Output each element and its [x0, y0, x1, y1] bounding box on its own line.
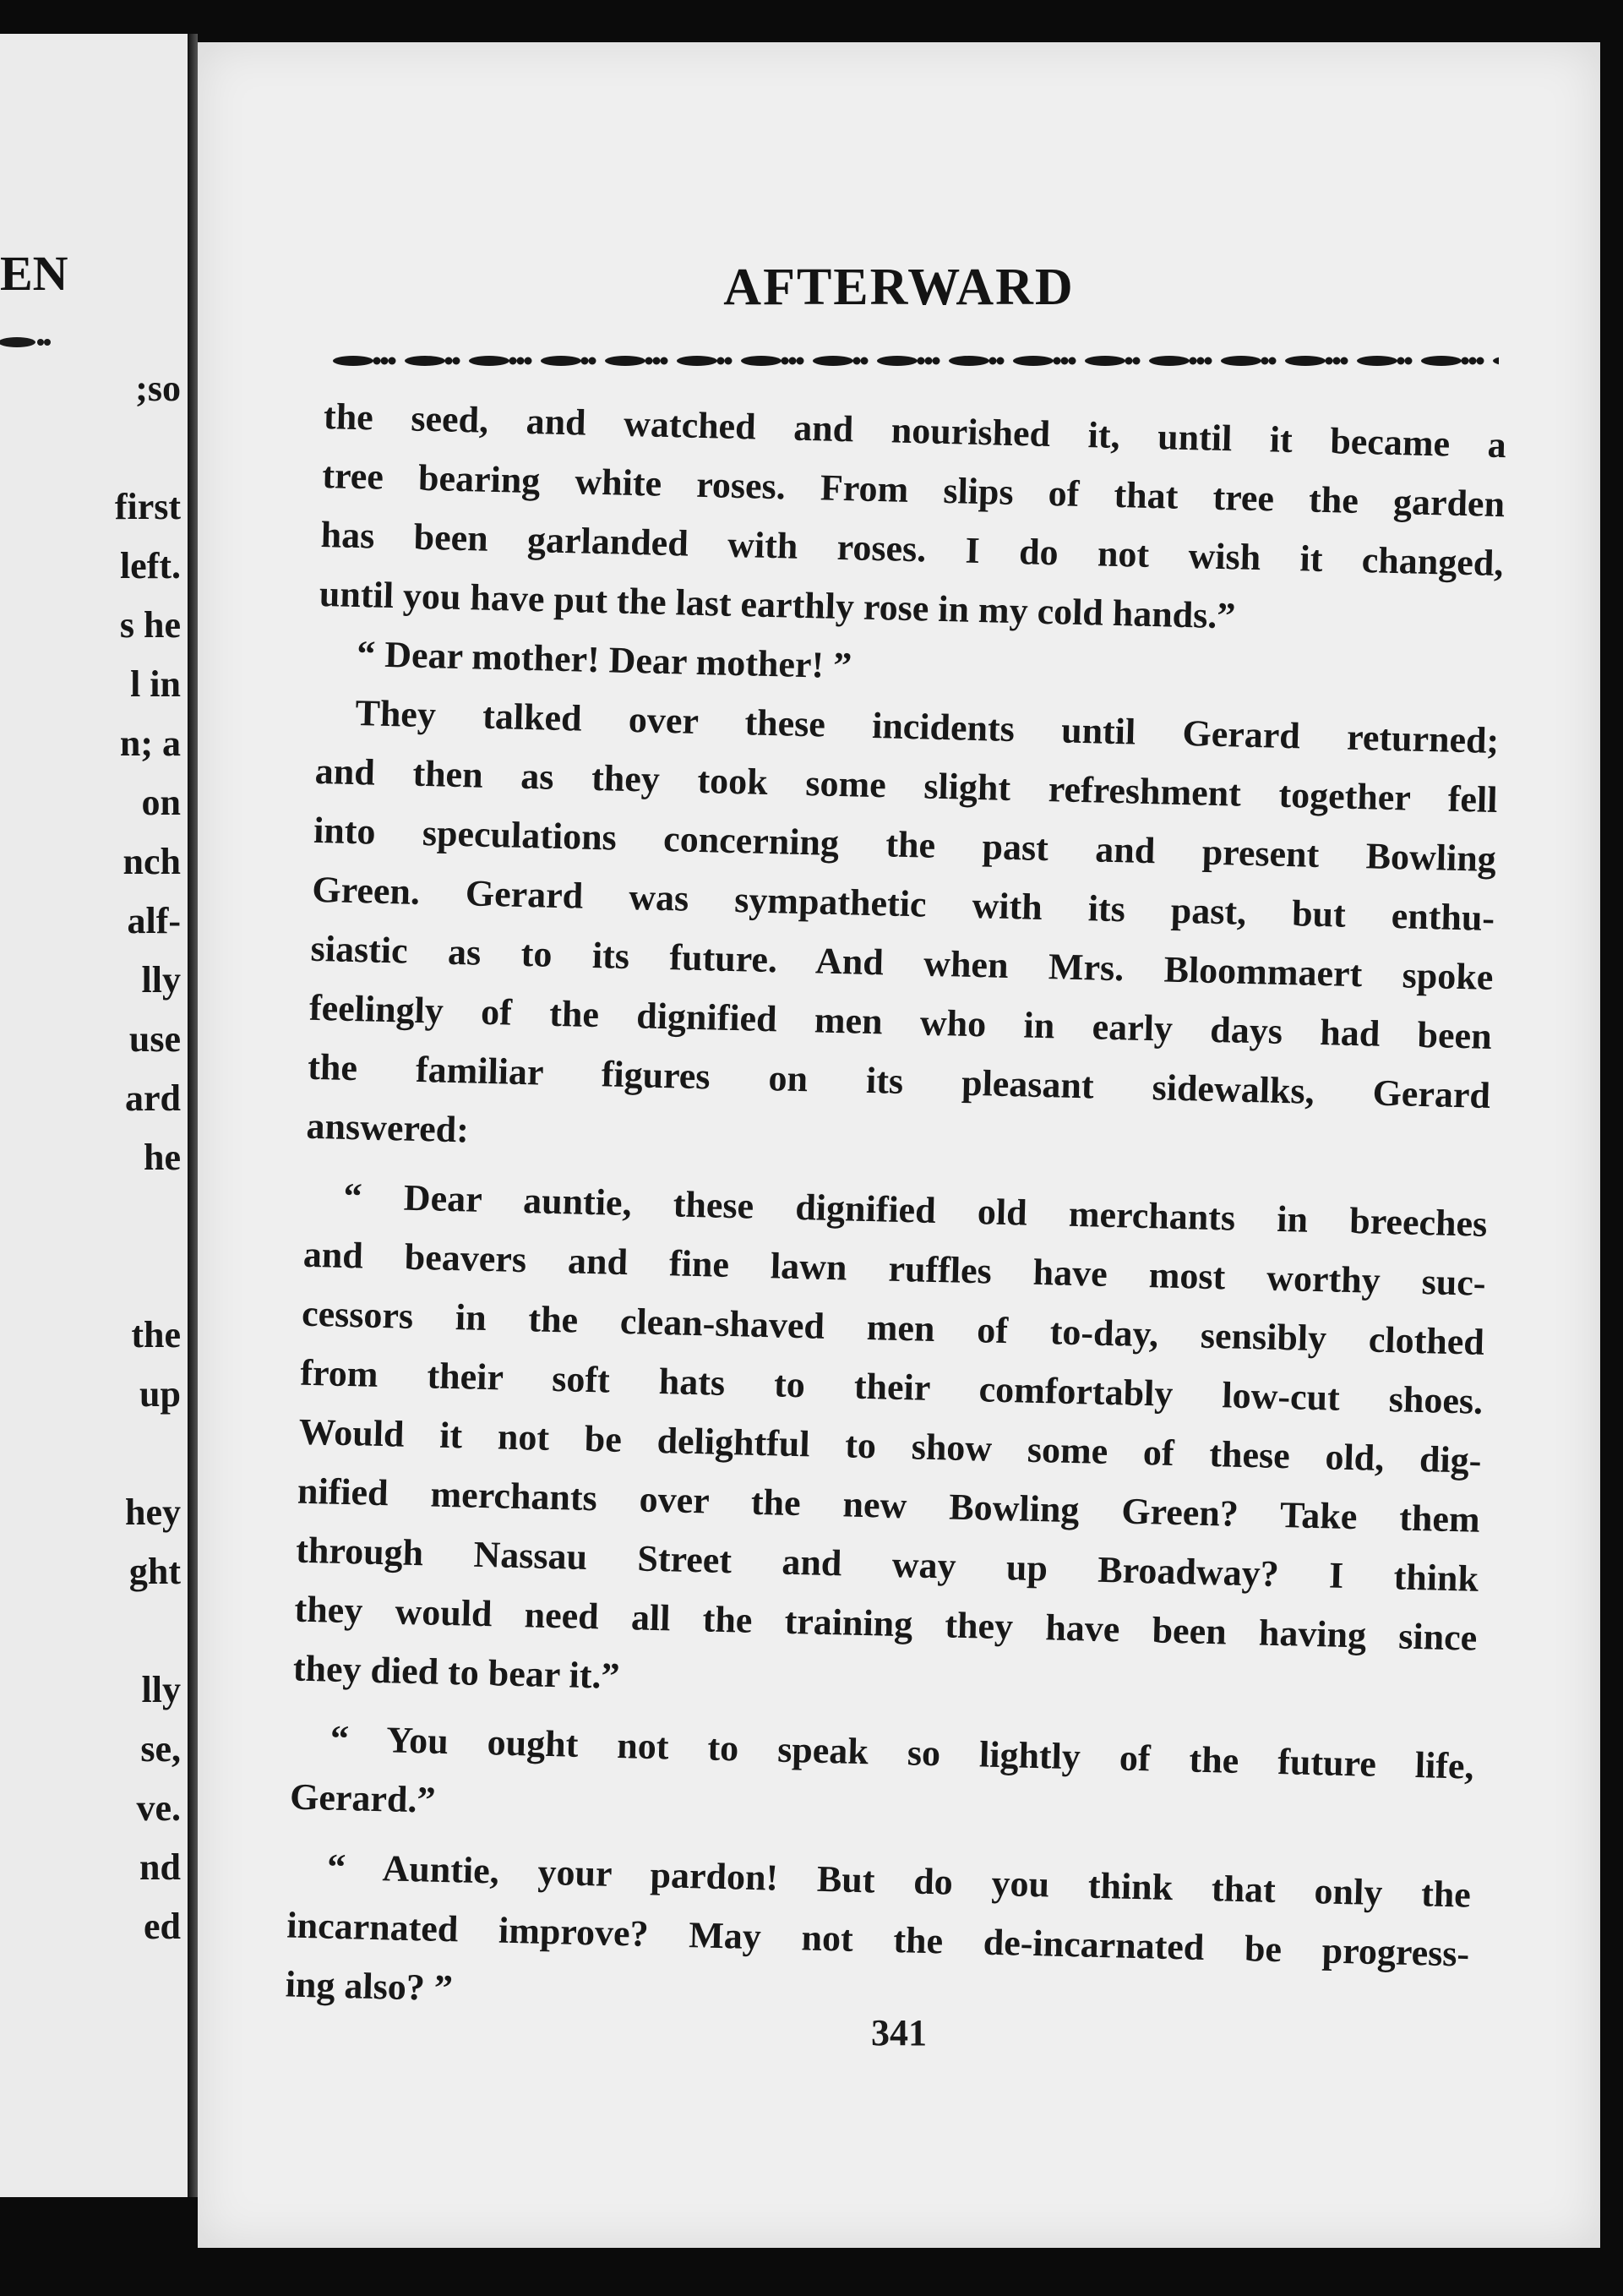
ornament-dot: [1197, 357, 1205, 365]
ornament-dot: [509, 357, 517, 365]
ornament-dot: [453, 357, 460, 365]
ornament-link: [1285, 356, 1326, 366]
previous-page-text-fragment: n; a: [119, 723, 181, 764]
ornament-dot: [725, 357, 733, 365]
previous-page-text-fragment: l in: [130, 663, 181, 705]
text-line: “ Dear auntie, these dignified old merchants in breeches: [343, 1175, 1488, 1245]
previous-page-text-fragment: first: [114, 486, 181, 527]
text-line: into speculations concerning the past and present Bowling: [313, 809, 1497, 881]
previous-page-text-fragment: lly: [141, 1669, 181, 1710]
ornament-link: [1421, 356, 1462, 366]
previous-page-text-fragment: se,: [140, 1728, 181, 1770]
text-line: and then as they took some slight refreshment together fell: [314, 750, 1499, 821]
ornament-dot: [589, 357, 596, 365]
previous-page-text-fragment: s he: [119, 604, 181, 646]
ornament-dot: [1462, 357, 1469, 365]
previous-page-text-fragment: nch: [123, 841, 181, 882]
previous-page-ornament: [0, 317, 51, 369]
ornament-link: [333, 356, 373, 366]
ornament-dot: [997, 357, 1005, 365]
text-line: tree bearing white roses. From slips of that tree the garden: [321, 454, 1506, 526]
ornament-link: [741, 356, 782, 366]
ornamental-rule: [333, 349, 1499, 373]
previous-page-text-fragment: lly: [141, 959, 181, 1001]
text-line: Green. Gerard was sympathetic with its past, but enthu-: [311, 868, 1495, 940]
ornament-dot: [1125, 357, 1133, 365]
ornament-dot: [1341, 357, 1348, 365]
ornament-dot: [1397, 357, 1405, 365]
ornament-link: [1357, 356, 1397, 366]
ornament-dot: [525, 357, 532, 365]
text-line: cessors in the clean-shaved men of to-day, sensibly clothed: [301, 1292, 1485, 1363]
ornament-dot: [1326, 357, 1333, 365]
ornament-dot: [1405, 357, 1413, 365]
ornament-dot: [1205, 357, 1212, 365]
ornament-link: [605, 356, 645, 366]
text-line: the familiar figures on its pleasant sidewalks, Gerard: [307, 1045, 1491, 1116]
ornament-dot: [373, 357, 381, 365]
ornament-link: [1149, 356, 1190, 366]
previous-page-text-fragment: ght: [128, 1551, 181, 1592]
ornament-dot: [1190, 357, 1197, 365]
ornament-dot: [989, 357, 997, 365]
ornament-dot: [789, 357, 797, 365]
book-spine-shadow: [188, 34, 198, 2197]
ornament-dot: [1069, 357, 1076, 365]
text-line: “ Dear mother! Dear mother! ”: [356, 633, 852, 687]
text-line: and beavers and fine lawn ruffles have most worthy suc-: [302, 1233, 1487, 1304]
ornament-dot: [861, 357, 869, 365]
text-line: They talked over these incidents until Gerard returned;: [354, 692, 1500, 762]
ornament-dot: [717, 357, 725, 365]
text-line: the seed, and watched and nourished it, until it became a: [323, 395, 1507, 466]
ornament-dot: [517, 357, 525, 365]
text-line: siastic as to its future. And when Mrs. Bloommaert spoke: [310, 927, 1494, 998]
ornament-link: [541, 356, 581, 366]
text-line: “ You ought not to speak so lightly of the future life,: [330, 1717, 1475, 1787]
ornament-dot: [381, 357, 389, 365]
previous-page-text-fragment: ard: [125, 1077, 181, 1119]
text-line: Would it not be delightful to show some of these old, dig-: [298, 1410, 1482, 1481]
ornament-link: [405, 356, 445, 366]
previous-page-text-fragment: up: [139, 1373, 181, 1415]
previous-page-text-fragment: on: [141, 782, 181, 823]
ornament-dot: [1133, 357, 1141, 365]
ornament-dot: [1269, 357, 1277, 365]
text-line: they would need all the training they have been having since: [294, 1588, 1478, 1659]
ornament-link: [469, 356, 509, 366]
page-number: 341: [871, 2012, 927, 2053]
text-line: until you have put the last earthly rose in my cold hands.”: [319, 572, 1236, 637]
text-line: nified merchants over the new Bowling Green? Take them: [297, 1470, 1481, 1541]
previous-page-text-fragment: the: [131, 1314, 181, 1355]
previous-page-text-fragment: ;so: [135, 368, 181, 409]
book-page: [198, 42, 1600, 2248]
previous-page-text-fragment: use: [128, 1018, 181, 1060]
ornament-dot: [925, 357, 933, 365]
ornament-dot: [645, 357, 653, 365]
text-line: they died to bear it.”: [292, 1647, 621, 1697]
ornament-link: [1013, 356, 1054, 366]
previous-page-text-fragment: nd: [139, 1846, 181, 1888]
ornament-dot: [782, 357, 789, 365]
previous-page-text-fragment: alf-: [127, 900, 181, 941]
previous-page-header-fragment: EN: [0, 246, 68, 301]
ornament-link: [1493, 356, 1499, 366]
ornament-dot: [933, 357, 940, 365]
text-line: incarnated improve? May not the de-incarnated be progress-: [286, 1904, 1470, 1975]
ornament-dot: [581, 357, 589, 365]
text-line: through Nassau Street and way up Broadway? I think: [295, 1529, 1479, 1600]
ornament-link: [1085, 356, 1125, 366]
previous-page-fragment: [0, 34, 190, 2197]
ornament-dot: [918, 357, 925, 365]
ornament-dot: [797, 357, 804, 365]
previous-page-text-fragment: ed: [144, 1906, 181, 1947]
ornament-dot: [1477, 357, 1484, 365]
ornament-dot: [1333, 357, 1341, 365]
ornament-dot: [653, 357, 661, 365]
text-line: “ Auntie, your pardon! But do you think that only the: [326, 1846, 1472, 1916]
text-line: answered:: [306, 1104, 470, 1151]
ornament-dot: [1054, 357, 1061, 365]
ornament-dot: [1469, 357, 1477, 365]
previous-page-text-fragment: hey: [125, 1492, 181, 1533]
running-head: AFTERWARD: [723, 259, 1075, 316]
text-line: from their soft hats to their comfortably low-cut shoes.: [299, 1351, 1484, 1422]
ornament-dot: [1061, 357, 1069, 365]
previous-page-text-fragment: he: [144, 1137, 181, 1178]
ornament-dot: [661, 357, 668, 365]
ornament-dot: [853, 357, 861, 365]
ornament-link: [813, 356, 853, 366]
ornament-dot: [1261, 357, 1269, 365]
previous-page-text-fragment: left.: [119, 545, 181, 586]
text-line: has been garlanded with roses. I do not wish it changed,: [320, 513, 1504, 585]
ornament-dot: [389, 357, 396, 365]
text-line: feelingly of the dignified men who in early days had been: [308, 986, 1493, 1057]
ornament-link: [677, 356, 717, 366]
ornament-dot: [445, 357, 453, 365]
ornament-link: [877, 356, 918, 366]
text-line: ing also? ”: [285, 1963, 454, 2010]
ornament-link: [949, 356, 989, 366]
page-body-text: [285, 387, 1507, 2043]
ornament-link: [1221, 356, 1261, 366]
previous-page-text-fragment: ve.: [136, 1787, 181, 1829]
text-line: Gerard.”: [289, 1775, 437, 1821]
